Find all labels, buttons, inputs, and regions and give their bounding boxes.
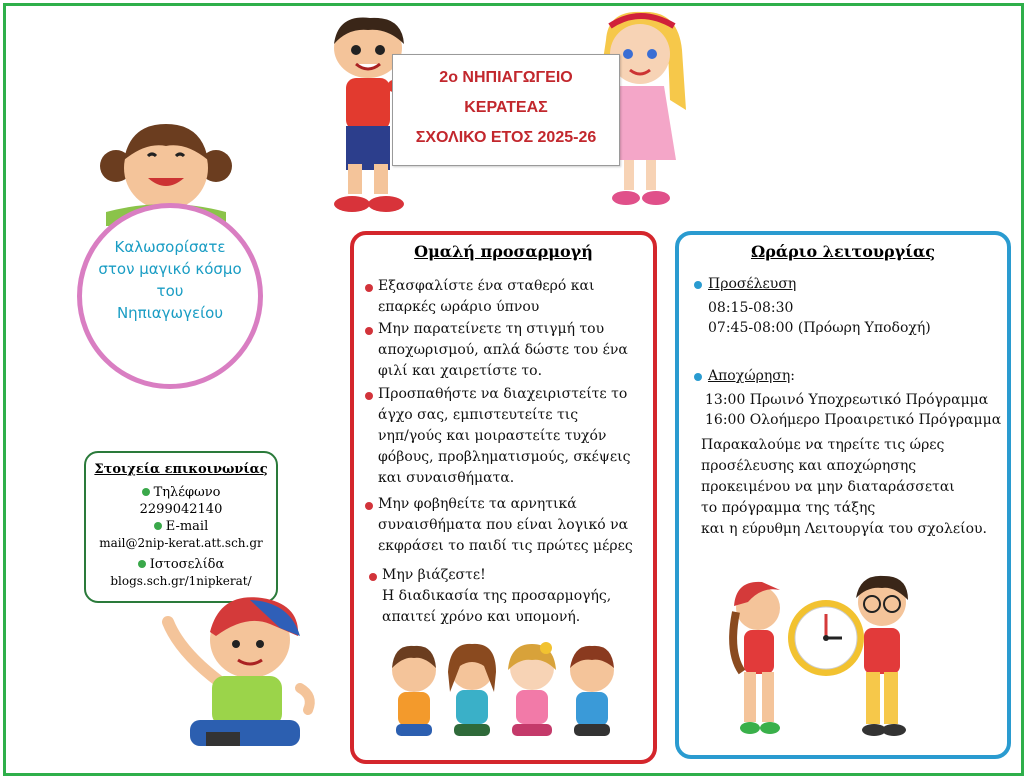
four-children-illustration [384, 640, 624, 744]
email-address[interactable]: mail@2nip-kerat.att.sch.gr [99, 536, 263, 550]
schedule-note: Παρακαλούμε να τηρείτε τις ώρες προσέλευσης και αποχώρησης προκειμένου να μην διαταράσσεται το πρόγραμμα της τάξης και η εύρυθμη Λειτουργία του σχολείου. [701, 437, 987, 537]
bullet-icon [369, 573, 377, 581]
adaptation-item: Εξασφαλίστε ένα σταθερό και επαρκές ωράριο ύπνου [378, 278, 595, 315]
website-link[interactable]: blogs.sch.gr/1nipkerat/ [110, 574, 252, 588]
departure-label-group: Αποχώρηση: [708, 368, 795, 384]
bullet-icon [154, 522, 162, 530]
phone-label: Τηλέφωνο [153, 485, 221, 500]
adaptation-item: Μην βιάζεστε! Η διαδικασία της προσαρμογής, απαιτεί χρόνο και υπομονή. [382, 567, 612, 625]
welcome-message [90, 236, 250, 324]
adaptation-title: Ομαλή προσαρμογή [414, 242, 593, 261]
website-label: Ιστοσελίδα [149, 557, 225, 572]
adaptation-item: Προσπαθήστε να διαχειριστείτε το άγχο σας, εμπιστευτείτε τις νηπ/γούς και μοιραστείτε τυχόν φόβους, προβληματισμούς, σκέψεις και συναισθήματα. [378, 386, 631, 486]
welcome-line: Καλωσορίσατε [114, 238, 226, 256]
adaptation-item: Μην φοβηθείτε τα αρνητικά συναισθήματα που είναι λογικό να εκφράσει το παιδί τις πρώτες μέρες [378, 496, 633, 554]
contact-box [84, 451, 278, 603]
school-year-line: ΣΧΟΛΙΚΟ ΕΤΟΣ 2025-26 [415, 129, 597, 146]
welcome-line: του [156, 282, 184, 300]
welcome-line: Νηπιαγωγείου [116, 304, 224, 322]
school-title-sign [392, 54, 620, 166]
phone-number[interactable]: 2299042140 [139, 502, 223, 517]
adaptation-item: Μην παρατείνετε τη στιγμή του αποχωρισμού, απλά δώστε του ένα φιλί και χαιρετίστε το. [378, 321, 628, 379]
boy-reading-illustration [150, 592, 315, 760]
departure-allday: 16:00 Ολοήμερο Προαιρετικό Πρόγραμμα [705, 412, 1002, 428]
school-name-line: 2ο ΝΗΠΙΑΓΩΓΕΙΟ [439, 69, 573, 86]
bullet-icon [142, 488, 150, 496]
bullet-icon [694, 373, 702, 381]
email-label: E-mail [165, 519, 209, 534]
bullet-icon [694, 281, 702, 289]
arrival-label: Προσέλευση [708, 276, 797, 292]
schedule-title: Ωράριο λειτουργίας [750, 242, 936, 261]
bullet-icon [365, 284, 373, 292]
early-arrival-time: 07:45-08:00 (Πρόωρη Υποδοχή) [708, 320, 931, 336]
bullet-icon [138, 560, 146, 568]
departure-label: Αποχώρηση [708, 368, 791, 384]
bullet-icon [365, 392, 373, 400]
departure-morning: 13:00 Πρωινό Υποχρεωτικό Πρόγραμμα [705, 392, 989, 408]
arrival-time: 08:15-08:30 [708, 300, 794, 316]
contact-title: Στοιχεία επικοινωνίας [94, 462, 268, 477]
welcome-line: στον μαγικό κόσμο [98, 260, 242, 278]
children-holding-clock-illustration [722, 572, 918, 744]
bullet-icon [365, 327, 373, 335]
school-location-line: ΚΕΡΑΤΕΑΣ [464, 99, 548, 116]
bullet-icon [365, 502, 373, 510]
